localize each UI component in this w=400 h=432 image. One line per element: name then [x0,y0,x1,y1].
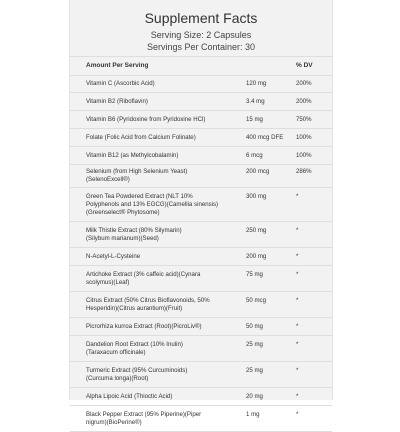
ingredient-name [86,411,246,427]
ingredient-name-line: (Greenselect® Phytosome) [86,209,160,216]
table-row [70,362,332,388]
dv-value: * [296,193,299,200]
dv-value: 200% [296,80,312,87]
table-row [70,75,332,93]
table-header [70,56,332,76]
ingredient-name [86,80,246,88]
amount-value: 20 mg [246,393,263,400]
ingredient-name-line: Vitamin B2 (Riboflavin) [86,98,148,105]
ingredient-name [86,134,246,142]
dv-value: 750% [296,116,312,123]
ingredient-name-line: (SelenoExcell®) [86,176,130,183]
ingredient-name-line: Vitamin B12 (as Methylcobalamin) [86,152,179,159]
ingredient-name-line: (Curcuma longa)(Root) [86,375,149,382]
ingredient-name [86,193,246,217]
ingredient-name-line: Artichoke Extract (3% caffeic acid)(Cynara [86,271,201,278]
ingredient-name-line: Dandelion Root Extract (10% Inulin) [86,341,183,348]
table-row [70,266,332,292]
table-row [70,248,332,266]
amount-value: 300 mg [246,193,267,200]
ingredient-name [86,393,246,401]
dv-value: * [296,297,299,304]
table-row [70,388,332,406]
dv-value: 100% [296,134,312,141]
ingredient-name-line: Folate (Folic Acid from Calcium Folinate) [86,134,196,141]
ingredient-name-line: Turmeric Extract (95% Curcuminoids) [86,367,188,374]
ingredient-name [86,98,246,106]
ingredient-name-line: (Silybum marianum)(Seed) [86,235,159,242]
table-row [70,292,332,318]
amount-value: 120 mg [246,80,267,87]
dv-value: * [296,253,299,260]
dv-value: 286% [296,168,312,175]
header-dv: % DV [296,62,313,69]
panel-title: Supplement Facts [144,10,258,26]
ingredient-name [86,297,246,313]
amount-value: 25 mg [246,367,263,374]
ingredient-name-line: Vitamin C (Ascorbic Acid) [86,80,155,87]
ingredient-name-line: Citrus Extract (50% Citrus Bioflavonoids, 50% [86,297,210,304]
dv-value: * [296,323,299,330]
ingredient-name-line: (Taraxacum officinale) [86,349,146,356]
amount-value: 50 mg [246,323,263,330]
dv-value: * [296,411,299,418]
ingredient-name-line: Alpha Lipoic Acid (Thioctic Acid) [86,393,173,400]
table-row [70,129,332,147]
ingredient-name [86,323,246,331]
ingredient-name [86,227,246,243]
amount-value: 3.4 mg [246,98,265,105]
dv-value: * [296,367,299,374]
dv-value: * [296,341,299,348]
servings-per-container: Servings Per Container: 30 [146,42,256,52]
table-row [70,318,332,336]
amount-value: 15 mg [246,116,263,123]
amount-value: 400 mcg DFE [246,134,284,141]
ingredient-name [86,341,246,357]
dv-value: 100% [296,152,312,159]
dv-value: * [296,271,299,278]
table-row [70,165,332,188]
ingredient-name-line: N-Acetyl-L-Cysteine [86,253,141,260]
amount-value: 1 mg [246,411,260,418]
ingredient-name-line: Green Tea Powdered Extract (NLT 10% [86,193,193,200]
ingredient-name [86,116,246,124]
table-row [70,406,332,432]
table-row [70,147,332,165]
table-row [70,93,332,111]
ingredient-name-line: Selenium (from High Selenium Yeast) [86,168,188,175]
ingredient-name [86,168,246,184]
amount-value: 200 mg [246,253,267,260]
dv-value: 200% [296,98,312,105]
ingredient-name-line: Vitamin B6 (Pyridoxine from Pyridoxine HCl) [86,116,206,123]
ingredient-name [86,271,246,287]
amount-value: 50 mcg [246,297,266,304]
facts-table [70,75,332,432]
header-amount: Amount Per Serving [86,62,149,69]
ingredient-name-line: Polyphenols and 13% EGCG)(Camellia sinensis) [86,201,219,208]
ingredient-name-line: Black Pepper Extract (95% Piperine)(Piper [86,411,202,418]
ingredient-name [86,253,246,261]
ingredient-name-line: scolymus)(Leaf) [86,279,130,286]
amount-value: 250 mg [246,227,267,234]
serving-size: Serving Size: 2 Capsules [150,30,252,40]
supplement-facts-panel [69,0,333,426]
amount-value: 6 mcg [246,152,263,159]
amount-value: 200 mcg [246,168,270,175]
ingredient-name [86,152,246,160]
table-row [70,188,332,222]
amount-value: 25 mg [246,341,263,348]
amount-value: 75 mg [246,271,263,278]
ingredient-name-line: Picrorhiza kurroa Extract (Root)(PicroLiv®) [86,323,202,330]
ingredient-name-line: Hesperidin)(Citrus aurantium)(Fruit) [86,305,183,312]
table-row [70,336,332,362]
dv-value: * [296,393,299,400]
ingredient-name-line: Milk Thistle Extract (80% Silymarin) [86,227,182,234]
table-row [70,111,332,129]
dv-value: * [296,227,299,234]
ingredient-name [86,367,246,383]
table-row [70,222,332,248]
ingredient-name-line: nigrum)(BioPerine®) [86,419,142,426]
